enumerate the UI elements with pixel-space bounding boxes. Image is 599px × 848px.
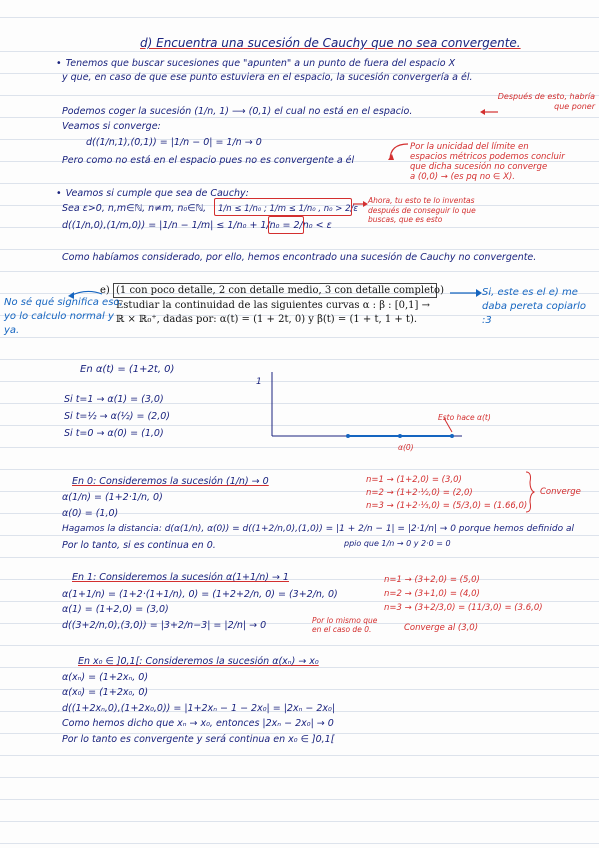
choose-line: Podemos coger la sucesión (1/n, 1) ⟶ (0,1) el cual no está en el espacio. [62, 106, 413, 117]
section-0-n3: n=3 → (1+2·⅓,0) = (5/3,0) = (1.66,0) [366, 501, 528, 511]
but-line: Pero como no está en el espacio pues no es convergente a él [62, 155, 355, 166]
uniq-2: espacios métricos podemos concluir [410, 152, 565, 162]
uniq-3: que dicha sucesión no converge [410, 162, 548, 172]
graph-label-a0: α(0) [398, 443, 414, 452]
alpha-def: En α(t) = (1+2t, 0) [80, 364, 175, 375]
sea-box-text: 1/n ≤ 1/n₀ ; 1/m ≤ 1/n₀ , n₀ > 2/ε [218, 204, 358, 214]
intro-line-1: • Tenemos que buscar sucesiones que "apunten" a un punto de fuera del espacio X [56, 58, 455, 70]
section-1-n1: n=1 → (3+2,0) = (5,0) [384, 575, 480, 585]
check-line: Veamos si converge: [62, 121, 161, 132]
section-1-l3b: Por lo mismo que en el caso de 0. [312, 616, 378, 634]
section-x0-l3: d((1+2xₙ,0),(1+2x₀,0)) = |1+2xₙ − 1 − 2x₀| = |2xₙ − 2x₀| [62, 703, 336, 714]
section-x0-l2: α(x₀) = (1+2x₀, 0) [62, 687, 149, 698]
uniq-1: Por la unicidad del límite en [410, 142, 529, 152]
graph-tick: 1 [256, 377, 262, 387]
section-1-head: En 1: Consideremos la sucesión α(1+1/n) → 1 [72, 572, 289, 583]
graph-point-a0 [346, 434, 350, 438]
section-x0-l4: Como hemos dicho que xₙ → x₀, entonces |2xₙ − 2x₀| → 0 [62, 718, 334, 729]
graph-point-half [398, 434, 402, 438]
section-x0-l5: Por lo tanto es convergente y será continua en x₀ ∈ ]0,1[ [62, 734, 335, 745]
arrow-ahora [352, 200, 368, 208]
page-title: d) Encuentra una sucesión de Cauchy que no sea convergente. [140, 36, 521, 50]
section-x0-l1: α(xₙ) = (1+2xₙ, 0) [62, 672, 149, 683]
section-0-l3: Hagamos la distancia: d(α(1/n), α(0)) = d((1+2/n,0),(1,0)) = |1 + 2/n − 1| = |2·1/n| → 0 porque hemos definido al [62, 524, 574, 534]
cauchy-check: • Veamos si cumple que sea de Cauchy: [56, 188, 249, 200]
ahora-note: Ahora, tu esto te lo inventas después de conseguir lo que buscas, que es esto [368, 196, 476, 224]
arrow-left-note [68, 286, 104, 300]
right-note: Si, este es el e) me daba pereta copiarlo :3 [482, 287, 586, 326]
section-0-n2: n=2 → (1+2·½,0) = (2,0) [366, 488, 473, 498]
brace-converge-0 [524, 470, 536, 514]
section-0-l2: α(0) = (1,0) [62, 508, 119, 519]
section-1-n2: n=2 → (3+1,0) = (4,0) [384, 589, 480, 599]
note-after: Después de esto, habría que poner [497, 92, 595, 111]
sea-box [214, 198, 352, 216]
section-1-n3: n=3 → (3+2/3,0) = (11/3,0) = (3.6,0) [384, 603, 543, 613]
t-equals-0: Si t=0 → α(0) = (1,0) [64, 428, 164, 439]
t-equals-half: Si t=½ → α(½) = (2,0) [64, 411, 170, 422]
printed-line-3: ℝ × ℝ₀⁺, dadas por: α(t) = (1 + 2t, 0) y β(t) = (1 + t, 1 + t). [116, 314, 418, 325]
section-0-n1: n=1 → (1+2,0) = (3,0) [366, 475, 462, 485]
distance-line: d((1/n,1),(0,1)) = |1/n − 0| = 1/n → 0 [86, 137, 262, 148]
epsilon-box [268, 216, 304, 234]
graph-point-a1 [450, 434, 454, 438]
alpha-graph [262, 370, 472, 450]
printed-line-1: (1 con poco detalle, 2 con detalle medio, 3 con detalle completo) [116, 285, 444, 296]
arrow-uniq [388, 140, 410, 164]
sea-line: Sea ε>0, n,m∈ℕ, n≠m, n₀∈ℕ, [62, 203, 207, 214]
arrow-note-after [480, 108, 500, 118]
section-0-converge: Converge [540, 487, 581, 497]
section-1-converge: Converge al (3,0) [404, 623, 479, 633]
left-note: No sé qué significa eso, yo lo calculo normal y ya. [4, 297, 123, 336]
printed-line-2: Estudiar la continuidad de las siguientes curvas α : β : [0,1] → [116, 300, 430, 311]
section-1-l3: d((3+2/n,0),(3,0)) = |3+2/n−3| = |2/n| → 0 [62, 620, 267, 631]
uniq-4: a (0,0) → (es pq no ∈ X). [410, 172, 515, 182]
conclusion-line: Como habíamos considerado, por ello, hemos encontrado una sucesión de Cauchy no convergente. [62, 252, 537, 263]
intro-line-2: y que, en caso de que ese punto estuviera en el espacio, la sucesión convergería a él. [62, 72, 473, 83]
section-x0-head: En x₀ ∈ ]0,1[: Consideremos la sucesión α(xₙ) → x₀ [78, 656, 319, 667]
section-e-label: e) [100, 285, 110, 296]
graph-note: Esto hace α(t) [438, 413, 491, 422]
section-0-l1: α(1/n) = (1+2·1/n, 0) [62, 492, 163, 503]
distance-line-2: d((1/n,0),(1/m,0)) = |1/n − 1/m| ≤ 1/n₀ + 1/n₀ = 2/n₀ < ε [62, 220, 332, 231]
section-1-l2: α(1) = (1+2,0) = (3,0) [62, 604, 169, 615]
section-0-l4: Por lo tanto, si es continua en 0. [62, 540, 216, 551]
section-0-l4b: ppio que 1/n → 0 y 2·0 = 0 [344, 539, 451, 548]
section-1-l1: α(1+1/n) = (1+2·(1+1/n), 0) = (1+2+2/n, 0) = (3+2/n, 0) [62, 589, 338, 600]
arrow-right-note [448, 288, 482, 298]
section-0-head: En 0: Consideremos la sucesión (1/n) → 0 [72, 476, 269, 487]
t-equals-1: Si t=1 → α(1) = (3,0) [64, 394, 164, 405]
